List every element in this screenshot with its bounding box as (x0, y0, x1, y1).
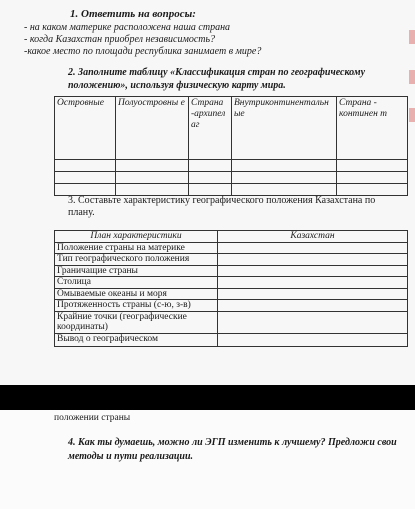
table-cell[interactable] (337, 160, 408, 172)
classification-table (54, 96, 408, 196)
table-cell[interactable] (232, 172, 337, 184)
red-margin-mark (409, 108, 415, 122)
plan-item: Столица (55, 277, 218, 289)
red-margin-mark (409, 30, 415, 44)
continuation-text: положении страны (54, 413, 131, 423)
table-row (55, 300, 408, 312)
worksheet-page-2 (0, 410, 415, 509)
table-cell[interactable] (55, 184, 116, 196)
answer-cell[interactable] (218, 333, 408, 346)
answer-cell[interactable] (218, 300, 408, 312)
table-cell[interactable] (55, 172, 116, 184)
characteristics-table (54, 230, 408, 347)
header-island: Островные (55, 97, 116, 160)
answer-cell[interactable] (218, 311, 408, 333)
header-landlocked: Внутриконтинентальн ые (232, 97, 337, 160)
column-plan-header: План характеристики (55, 231, 218, 243)
table-cell[interactable] (116, 184, 189, 196)
question-1-line: - на каком материке расположена наша страна (24, 22, 231, 33)
plan-item: Граничащие страны (55, 265, 218, 277)
table-cell[interactable] (189, 172, 232, 184)
table-cell[interactable] (116, 160, 189, 172)
question-2-title: 2. Заполните таблицу «Классификация стран по географическому положению», используя физическую карту мира. (68, 67, 366, 91)
table-cell[interactable] (189, 160, 232, 172)
plan-item: Крайние точки (географические координаты) (55, 311, 218, 333)
table-cell[interactable] (232, 184, 337, 196)
answer-cell[interactable] (218, 288, 408, 300)
question-4-title: 4. Как ты думаешь, можно ли ЭГП изменить к лучшему? Предложи свои методы и пути реализации. (68, 437, 397, 462)
plan-item: Положение страны на материке (55, 242, 218, 254)
answer-cell[interactable] (218, 254, 408, 266)
header-continent: Страна - континен т (337, 97, 408, 160)
table-cell[interactable] (337, 172, 408, 184)
plan-item: Вывод о географическом (55, 333, 218, 346)
answer-cell[interactable] (218, 265, 408, 277)
table-row (55, 254, 408, 266)
answer-cell[interactable] (218, 242, 408, 254)
table-row (55, 265, 408, 277)
question-1-line: -какое место по площади республика занимает в мире? (24, 46, 262, 57)
header-archipelago: Страна -архипел аг (189, 97, 232, 160)
question-3-title: 3. Составьте характеристику географического положения Казахстана по плану. (68, 195, 376, 218)
plan-item: Тип географического положения (55, 254, 218, 266)
header-peninsula: Полуостровны е (116, 97, 189, 160)
table-cell[interactable] (232, 160, 337, 172)
table-row (55, 160, 408, 172)
table-row (55, 333, 408, 346)
answer-cell[interactable] (218, 277, 408, 289)
table-cell[interactable] (337, 184, 408, 196)
question-1-line: - когда Казахстан приобрел независимость? (24, 34, 216, 45)
table-row (55, 277, 408, 289)
red-margin-mark (409, 70, 415, 84)
table-row (55, 242, 408, 254)
plan-item: Протяженность страны (с-ю, з-в) (55, 300, 218, 312)
question-1-title: 1. Ответить на вопросы: (70, 8, 196, 20)
table-cell[interactable] (189, 184, 232, 196)
table-cell[interactable] (55, 160, 116, 172)
table-row (55, 311, 408, 333)
table-row (55, 172, 408, 184)
plan-item: Омываемые океаны и моря (55, 288, 218, 300)
table-row (55, 184, 408, 196)
table-row (55, 288, 408, 300)
column-kazakhstan-header: Казахстан (218, 231, 408, 243)
table-cell[interactable] (116, 172, 189, 184)
